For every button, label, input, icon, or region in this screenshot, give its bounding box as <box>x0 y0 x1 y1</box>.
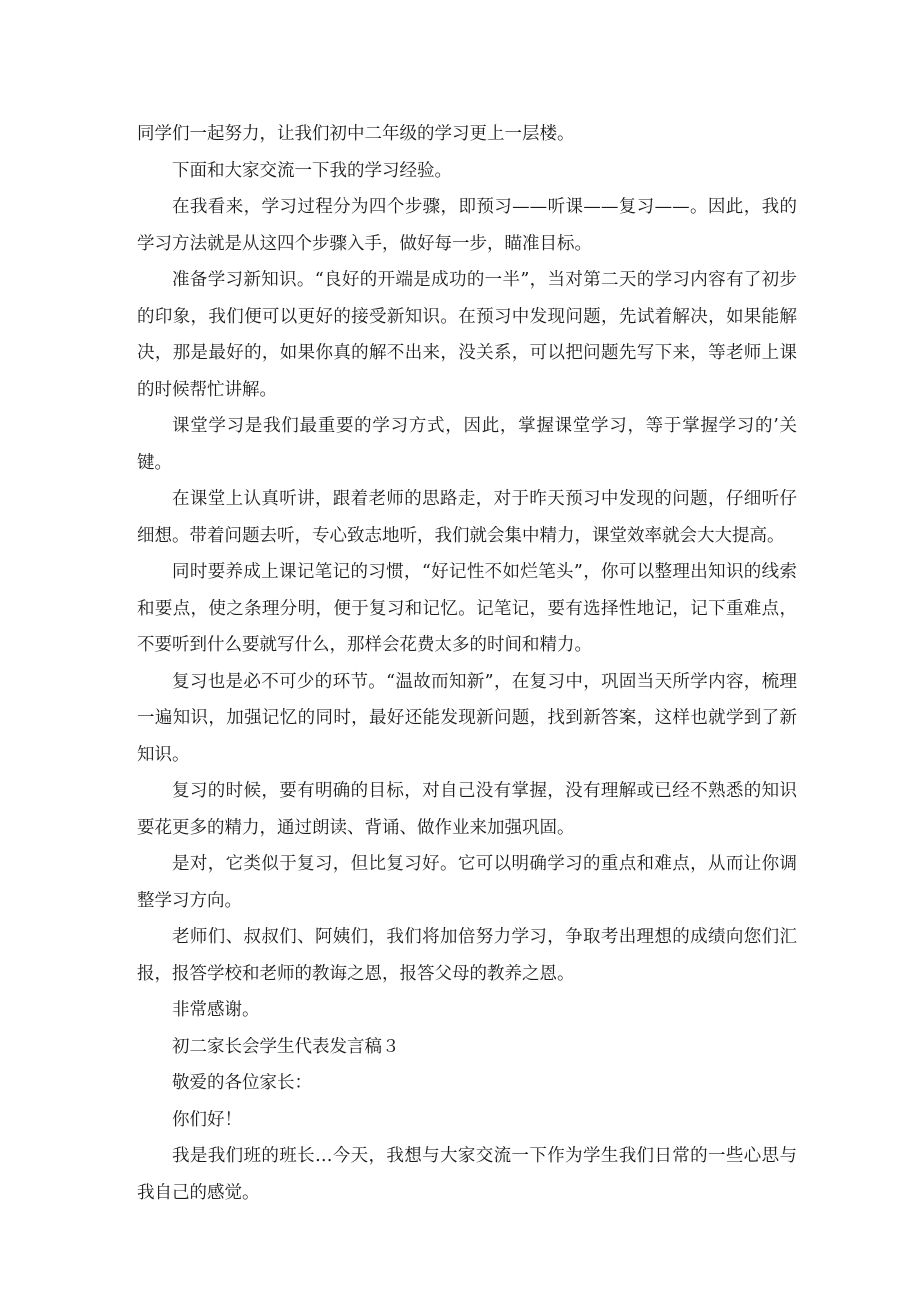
paragraph-3: 在我看来，学习过程分为四个步骤，即预习——听课——复习——。因此，我的学习方法就是从这四个步骤入手，做好每一步，瞄准目标。 <box>137 197 797 254</box>
paragraph-12: 非常感谢。 <box>172 1000 260 1020</box>
paragraph-7: 同时要养成上课记笔记的习惯，“好记性不如烂笔头”，你可以整理出知识的线索和要点，使之条理分明，便于复习和记忆。记笔记，要有选择性地记，记下重难点，不要听到什么要就写什么，那样会花费太多的时间和精力。 <box>137 562 797 655</box>
paragraph-1: 同学们一起努力，让我们初中二年级的学习更上一层楼。 <box>137 124 575 144</box>
paragraph-2: 下面和大家交流一下我的学习经验。 <box>172 160 452 181</box>
greeting: 你们好！ <box>172 1109 242 1130</box>
document-body <box>137 116 797 1211</box>
paragraph-4: 准备学习新知识。“良好的开端是成功的一半”，当对第二天的学习内容有了初步的印象，我们便可以更好的接受新知识。在预习中发现问题，先试着解决，如果能解决，那是最好的，如果你真的解不出来，没关系，可以把问题先写下来，等老师上课的时候帮忙讲解。 <box>137 270 797 400</box>
paragraph-8: 复习也是必不可少的环节。“温故而知新”，在复习中，巩固当天所学内容，梳理一遍知识，加强记忆的同时，最好还能发现新问题，找到新答案，这样也就学到了新知识。 <box>137 671 797 765</box>
paragraph-11: 老师们、叔叔们、阿姨们，我们将加倍努力学习，争取考出理想的成绩向您们汇报，报答学校和老师的教诲之恩，报答父母的教养之恩。 <box>137 927 797 984</box>
paragraph-9: 复习的时候，要有明确的目标，对自己没有掌握，没有理解或已经不熟悉的知识要花更多的精力，通过朗读、背诵、做作业来加强巩固。 <box>137 781 797 838</box>
paragraph-16: 我是我们班的班长…今天，我想与大家交流一下作为学生我们日常的一些心思与我自己的感觉。 <box>137 1146 797 1203</box>
paragraph-5: 课堂学习是我们最重要的学习方式，因此，掌握课堂学习，等于掌握学习的’关键。 <box>137 416 797 473</box>
section-heading: 初二家长会学生代表发言稿３ <box>172 1036 400 1057</box>
paragraph-10: 是对，它类似于复习，但比复习好。它可以明确学习的重点和难点，从而让你调整学习方向。 <box>137 854 797 911</box>
paragraph-6: 在课堂上认真听讲，跟着老师的思路走，对于昨天预习中发现的问题，仔细听仔细想。带着问题去听，专心致志地听，我们就会集中精力，课堂效率就会大大提高。 <box>137 489 797 546</box>
salutation: 敬爱的各位家长： <box>172 1073 312 1093</box>
